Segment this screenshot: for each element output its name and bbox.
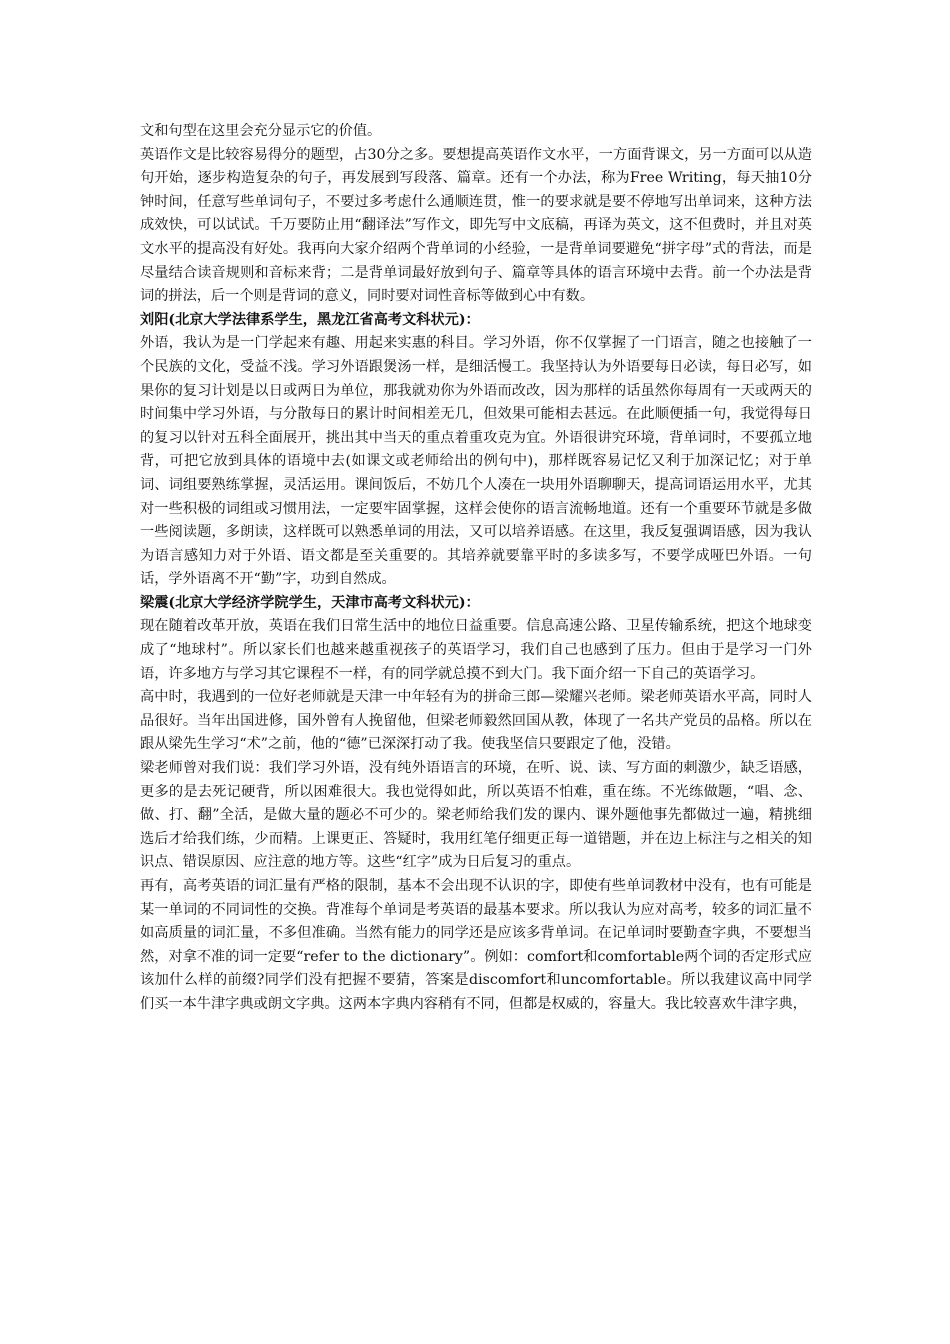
document-page — [140, 120, 812, 1017]
paragraph: 高中时，我遇到的一位好老师就是天津一中年轻有为的拼命三郎—梁耀兴老师。梁老师英语水平高，同时人品很好。当年出国进修，国外曾有人挽留他，但梁老师毅然回国从教，体现了一名共产党员的品格。所以在跟从梁先生学习“术”之前，他的“德”已深深打动了我。使我坚信只要跟定了他，没错。 — [140, 689, 812, 753]
paragraph: 英语作文是比较容易得分的题型，占30分之多。要想提高英语作文水平，一方面背课文，另一方面可以从造句开始，逐步构造复杂的句子，再发展到写段落、篇章。还有一个办法，称为Free Writing，每天抽10分钟时间，任意写些单词句子，不要过多考虑什么通顺连贯，惟一的要求就是要不停地写出单词来，这种方法成效快，可以试试。千万要防止用“翻译法”写作文，即先写中文底稿，再译为英文，这不但费时，并且对英文水平的提高没有好处。我再向大家介绍两个背单词的小经验，一是背单词要避免“拼字母”式的背法，而是尽量结合读音规则和音标来背；二是背单词最好放到句子、篇章等具体的语言环境中去背。前一个办法是背词的拼法，后一个则是背词的意义，同时要对词性音标等做到心中有数。 — [140, 146, 812, 305]
paragraph: 再有，高考英语的词汇量有严格的限制，基本不会出现不认识的字，即使有些单词教材中没有，也有可能是某一单词的不同词性的交换。背准每个单词是考英语的最基本要求。所以我认为应对高考，较多的词汇量不如高质量的词汇量，不多但准确。当然有能力的同学还是应该多背单词。在记单词时要勤查字典，不要想当然，对拿不准的词一定要“refer to the dictionary”。例如：comfort和comfortable两个词的否定形式应该加什么样的前缀?同学们没有把握不要猜，答案是discomfort和uncomfortable。所以我建议高中同学们买一本牛津字典或朗文字典。这两本字典内容稍有不同，但都是权威的，容量大。我比较喜欢牛津字典， — [140, 878, 812, 1012]
paragraph: 外语，我认为是一门学起来有趣、用起来实惠的科目。学习外语，你不仅掌握了一门语言，随之也接触了一个民族的文化，受益不浅。学习外语跟煲汤一样，是细活慢工。我坚持认为外语要每日必读，每日必写，如果你的复习计划是以日或两日为单位，那我就劝你为外语而改改，因为那样的话虽然你每周有一天或两天的时间集中学习外语，与分散每日的累计时间相差无几，但效果可能相去甚远。在此顺便插一句，我觉得每日的复习以针对五科全面展开，挑出其中当天的重点着重攻克为宜。外语很讲究环境，背单词时，不要孤立地背，可把它放到具体的语境中去(如课文或老师给出的例句中)，那样既容易记忆又利于加深记忆；对于单词、词组要熟练掌握，灵活运用。课间饭后，不妨几个人凑在一块用外语聊聊天，提高词语运用水平，尤其对一些积极的词组或习惯用法，一定要牢固掌握，这样会使你的语言流畅地道。还有一个重要环节就是多做一些阅读题，多朗读，这样既可以熟悉单词的用法，又可以培养语感。在这里，我反复强调语感，因为我认为语言感知力对于外语、语文都是至关重要的。其培养就要靠平时的多读多写，不要学成哑巴外语。一句话，学外语离不开“勤”字，功到自然成。 — [140, 335, 812, 588]
paragraph: 文和句型在这里会充分显示它的价值。 — [140, 123, 382, 139]
section-heading: 刘阳(北京大学法律系学生，黑龙江省高考文科状元)： — [140, 311, 480, 328]
paragraph: 现在随着改革开放，英语在我们日常生活中的地位日益重要。信息高速公路、卫星传输系统，把这个地球变成了“地球村”。所以家长们也越来越重视孩子的英语学习，我们自己也感到了压力。但由于是学习一门外语，许多地方与学习其它课程不一样，有的同学就总摸不到大门。我下面介绍一下自己的英语学习。 — [140, 618, 812, 682]
section-heading: 梁震(北京大学经济学院学生，天津市高考文科状元)： — [140, 594, 480, 611]
paragraph: 梁老师曾对我们说：我们学习外语，没有纯外语语言的环境，在听、说、读、写方面的刺激少，缺乏语感，更多的是去死记硬背，所以困难很大。我也觉得如此，所以英语不怕难，重在练。不光练做题，“唱、念、做、打、翻”全活，是做大量的题必不可少的。梁老师给我们发的课内、课外题他事先都做过一遍，精挑细选后才给我们练，少而精。上课更正、答疑时，我用红笔仔细更正每一道错题，并在边上标注与之相关的知识点、错误原因、应注意的地方等。这些“红字”成为日后复习的重点。 — [140, 760, 812, 871]
